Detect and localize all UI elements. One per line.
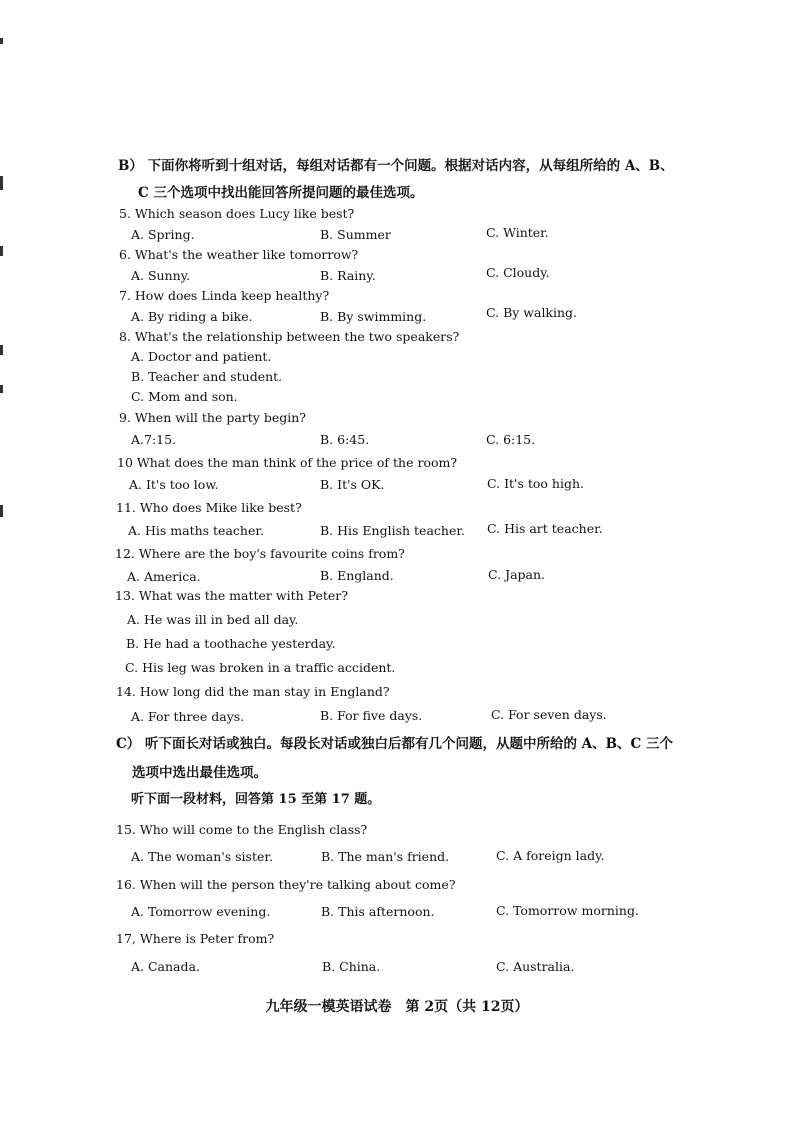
option-b: B. Summer xyxy=(320,227,391,242)
option-a: A. Canada. xyxy=(131,959,200,974)
section-b-heading xyxy=(118,153,718,207)
question-stem: 16. When will the person they're talking about come? xyxy=(116,877,456,892)
question-stem: 5. Which season does Lucy like best? xyxy=(119,206,355,221)
question-stem: 6. What's the weather like tomorrow? xyxy=(119,247,359,262)
option-b: B. His English teacher. xyxy=(320,523,465,538)
option-c: C. Cloudy. xyxy=(486,265,550,280)
option-b: B. China. xyxy=(322,959,381,974)
option-c: C. For seven days. xyxy=(491,707,607,722)
option-c: C. 6:15. xyxy=(486,432,536,447)
option-a: A. The woman's sister. xyxy=(131,849,273,864)
page-footer: 九年级一模英语试卷 第 2页（共 12页） xyxy=(265,999,529,1015)
section-c-label: C） xyxy=(116,736,141,752)
option-a: A. By riding a bike. xyxy=(131,309,253,324)
section-c-sub-instruction: 听下面一段材料，回答第 15 至第 17 题。 xyxy=(131,792,381,807)
scan-mark xyxy=(0,505,3,517)
section-c-instructions xyxy=(116,730,706,788)
option-c: C. Japan. xyxy=(488,567,546,582)
section-b-instructions xyxy=(118,153,718,207)
option-c: C. It's too high. xyxy=(487,476,584,491)
option-b: B. He had a toothache yesterday. xyxy=(126,636,336,651)
question-stem: 7. How does Linda keep healthy? xyxy=(119,288,330,303)
section-b-instruction-line2: C 三个选项中找出能回答所提问题的最佳选项。 xyxy=(138,185,424,201)
option-b: B. The man's friend. xyxy=(321,849,450,864)
option-a: A. Sunny. xyxy=(131,268,191,283)
option-a: A. It's too low. xyxy=(129,477,219,492)
option-c: C. A foreign lady. xyxy=(496,848,605,863)
option-b: B. For five days. xyxy=(320,708,423,723)
option-b: B. Rainy. xyxy=(320,268,376,283)
section-b-label: B） xyxy=(118,158,143,174)
option-a: A. He was ill in bed all day. xyxy=(127,612,299,627)
option-a: A. For three days. xyxy=(131,709,245,724)
scan-mark xyxy=(0,385,3,393)
question-stem: 8. What's the relationship between the two speakers? xyxy=(119,329,460,344)
option-b: B. It's OK. xyxy=(320,477,385,492)
question-stem: 10 What does the man think of the price of the room? xyxy=(117,455,458,470)
option-a: A. Spring. xyxy=(131,227,195,242)
option-b: B. By swimming. xyxy=(320,309,427,324)
scan-mark xyxy=(0,38,3,44)
option-a: A. America. xyxy=(127,569,201,584)
question-stem: 9. When will the party begin? xyxy=(119,410,306,425)
question-stem: 15. Who will come to the English class? xyxy=(116,822,368,837)
option-c: C. Tomorrow morning. xyxy=(496,903,639,918)
section-b-instruction-line1: 下面你将听到十组对话，每组对话都有一个问题。根据对话内容，从每组所给的 A、B、 xyxy=(147,158,674,174)
section-c-instruction-line2: 选项中选出最佳选项。 xyxy=(132,765,267,781)
question-stem: 17, Where is Peter from? xyxy=(116,931,275,946)
question-stem: 12. Where are the boy's favourite coins from? xyxy=(115,546,405,561)
option-a: A. Tomorrow evening. xyxy=(131,904,271,919)
question-stem: 14. How long did the man stay in England? xyxy=(116,684,390,699)
option-c: C. By walking. xyxy=(486,305,578,320)
question-stem: 13. What was the matter with Peter? xyxy=(115,588,348,603)
section-c-instruction-line1: 听下面长对话或独白。每段长对话或独白后都有几个问题，从题中所给的 A、B、C 三个 xyxy=(144,736,673,752)
option-c: C. Winter. xyxy=(486,225,549,240)
option-b: B. 6:45. xyxy=(320,432,370,447)
option-b: B. England. xyxy=(320,568,394,583)
option-b: B. This afternoon. xyxy=(321,904,435,919)
option-a: A.7:15. xyxy=(131,432,177,447)
option-a: A. His maths teacher. xyxy=(128,523,264,538)
option-b: B. Teacher and student. xyxy=(131,369,283,384)
option-c: C. His leg was broken in a traffic accident. xyxy=(125,660,396,675)
option-c: C. His art teacher. xyxy=(487,521,603,536)
scan-mark xyxy=(0,246,3,256)
option-c: C. Australia. xyxy=(496,959,575,974)
option-a: A. Doctor and patient. xyxy=(131,349,272,364)
option-c: C. Mom and son. xyxy=(131,389,238,404)
question-stem: 11. Who does Mike like best? xyxy=(116,500,302,515)
scan-mark xyxy=(0,345,3,355)
scan-mark xyxy=(0,176,3,190)
